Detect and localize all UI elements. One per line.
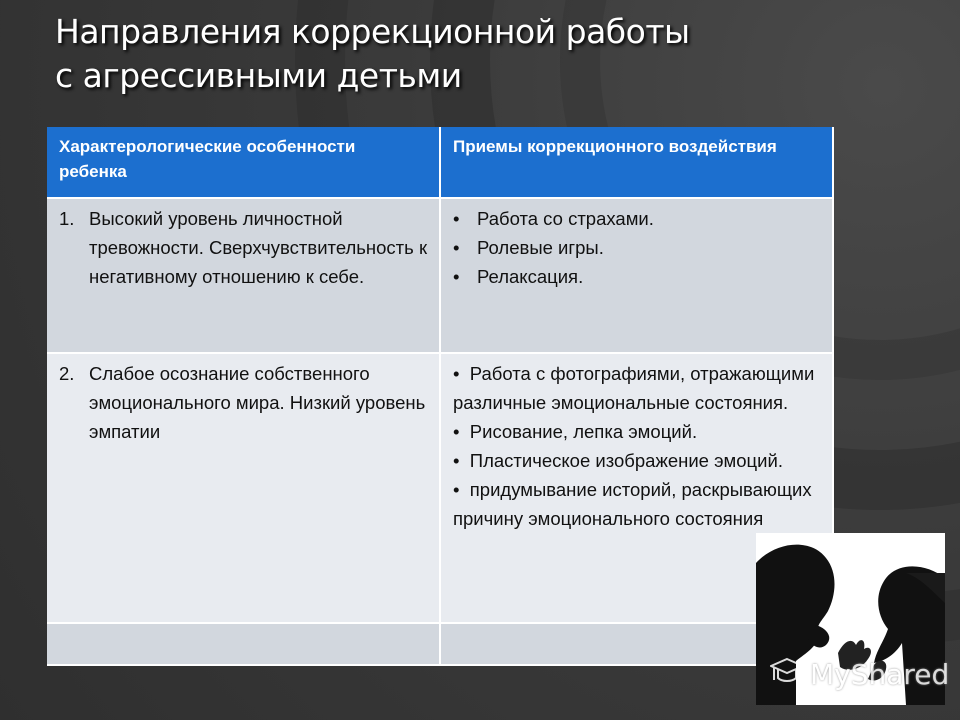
header-methods: Приемы коррекционного воздействия xyxy=(440,127,833,198)
table-row-empty xyxy=(47,623,833,665)
bullet-item: • Релаксация. xyxy=(453,262,822,291)
item-number: 2. xyxy=(59,363,75,384)
bullet-text: Рисование, лепка эмоций. xyxy=(469,421,698,442)
row1-characteristic-cell xyxy=(47,198,440,353)
bullet-item: • Работа с фотографиями, отражающими различные эмоциональные состояния. xyxy=(453,363,815,413)
table-row xyxy=(47,353,833,623)
table-header-row xyxy=(47,127,833,198)
mortarboard-icon xyxy=(770,656,804,693)
bullet-text: Работа с фотографиями, отражающими различные эмоциональные состояния. xyxy=(453,363,815,413)
correction-table xyxy=(47,127,834,666)
table-row xyxy=(47,198,833,353)
slide-title xyxy=(55,10,915,98)
title-line-1: Направления коррекционной работы xyxy=(55,12,690,51)
bullet-item: • Рисование, лепка эмоций. xyxy=(453,421,698,442)
empty-cell xyxy=(47,623,440,665)
numbered-item xyxy=(59,204,429,291)
bullet-text: Пластическое изображение эмоций. xyxy=(469,450,783,471)
header-characteristics: Характерологические особенности ребенка xyxy=(47,127,440,198)
bullet-text: Работа со страхами. xyxy=(477,208,654,229)
bullet-text: Ролевые игры. xyxy=(477,237,604,258)
item-number: 1. xyxy=(59,208,75,229)
row2-characteristic-cell xyxy=(47,353,440,623)
row1-methods-cell xyxy=(440,198,833,353)
item-text: Слабое осознание собственного эмоционального мира. Низкий уровень эмпатии xyxy=(89,363,426,442)
numbered-item xyxy=(59,359,429,446)
watermark-text: MyShared xyxy=(810,658,950,691)
bullet-text: придумывание историй, раскрывающих причину эмоционального состояния xyxy=(453,479,812,529)
bullet-item: • придумывание историй, раскрывающих причину эмоционального состояния xyxy=(453,479,812,529)
watermark-logo xyxy=(770,656,949,693)
bullet-item: • Работа со страхами. xyxy=(453,204,822,233)
item-text: Высокий уровень личностной тревожности. Сверхчувствительность к негативному отношению к себе. xyxy=(89,208,428,287)
bullet-text: Релаксация. xyxy=(477,266,584,287)
bullet-item: • Ролевые игры. xyxy=(453,233,822,262)
title-line-2: с агрессивными детьми xyxy=(55,56,462,95)
bullet-item: • Пластическое изображение эмоций. xyxy=(453,450,783,471)
